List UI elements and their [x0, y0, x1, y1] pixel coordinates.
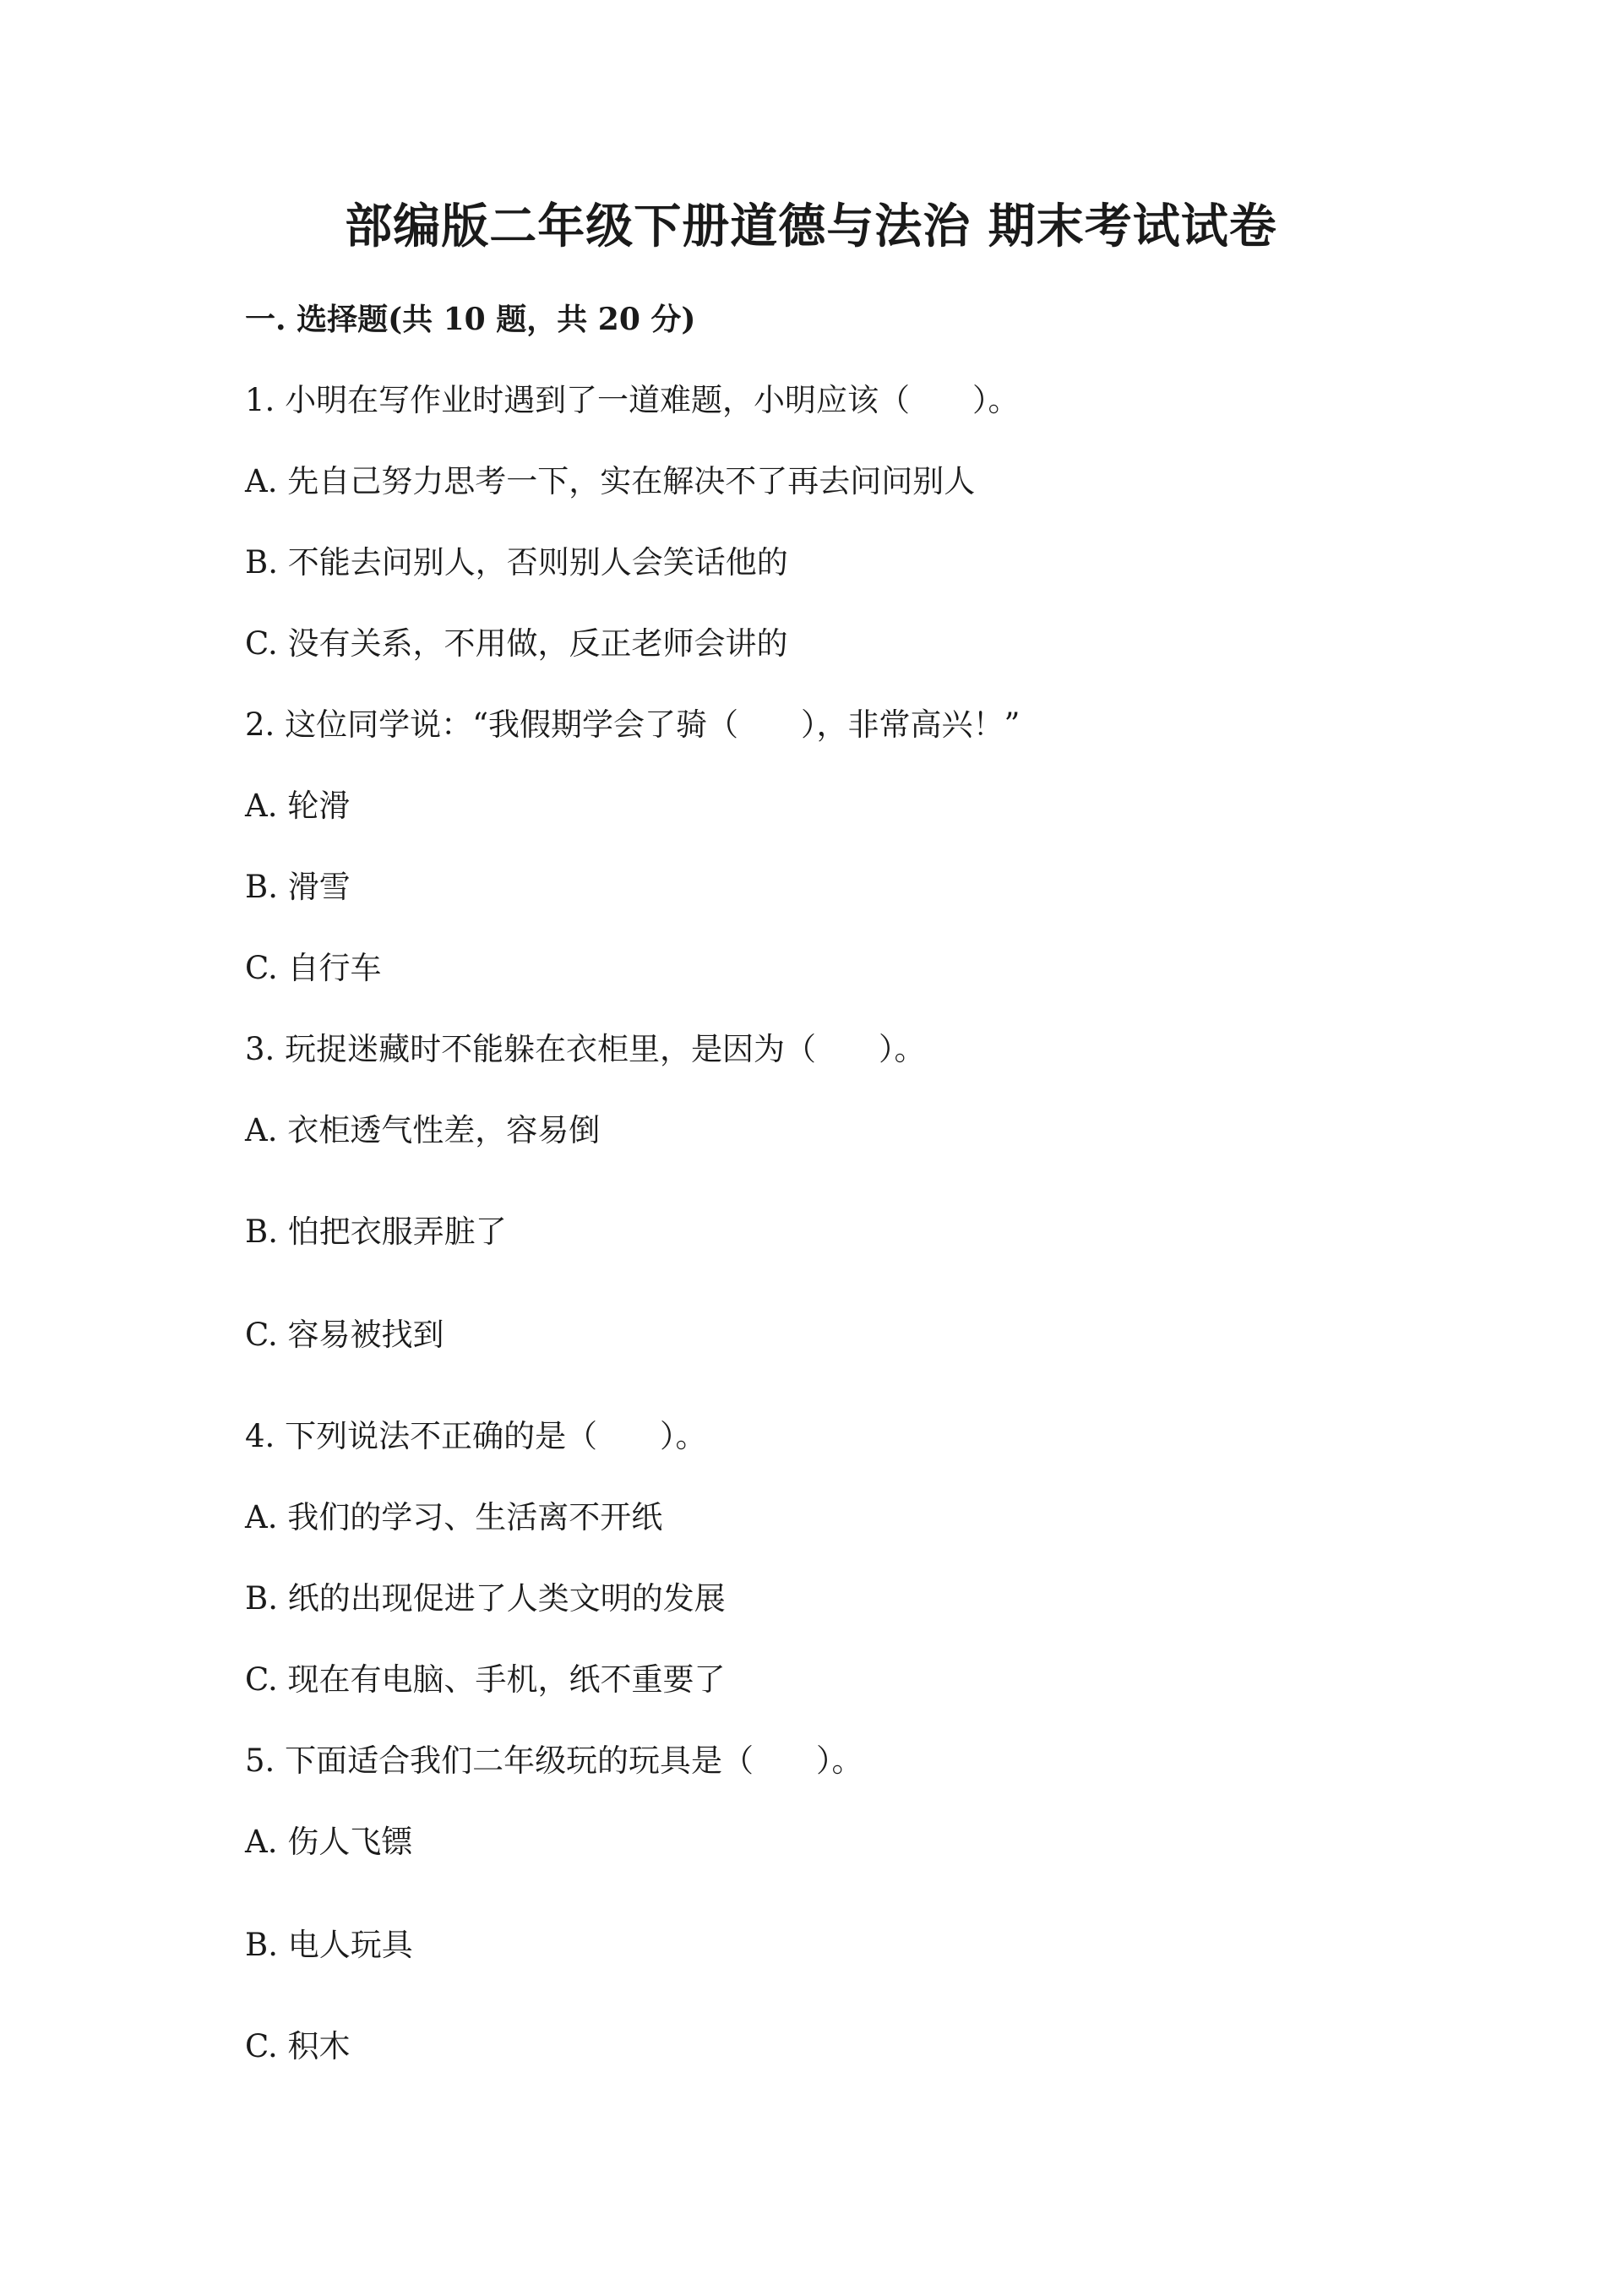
question-2-stem: 2. 这位同学说：“我假期学会了骑（ ），非常高兴！”: [245, 706, 1021, 743]
question-5-option-c: C. 积木: [245, 2028, 351, 2064]
question-2-option-b: B. 滑雪: [245, 869, 351, 905]
page-title: 部编版二年级下册道德与法治 期末考试试卷: [345, 199, 1277, 254]
question-2-option-c: C. 自行车: [245, 950, 382, 986]
question-1-stem: 1. 小明在写作业时遇到了一道难题，小明应该（ ）。: [245, 382, 1020, 418]
question-1-option-c: C. 没有关系，不用做，反正老师会讲的: [245, 625, 788, 662]
question-4-option-b: B. 纸的出现促进了人类文明的发展: [245, 1580, 726, 1617]
question-4-option-c: C. 现在有电脑、手机，纸不重要了: [245, 1661, 726, 1698]
question-4-option-a: A. 我们的学习、生活离不开纸: [245, 1499, 663, 1535]
question-4-stem: 4. 下列说法不正确的是（ ）。: [245, 1418, 707, 1454]
question-1-option-b: B. 不能去问别人，否则别人会笑话他的: [245, 544, 788, 581]
question-5-option-a: A. 伤人飞镖: [245, 1824, 413, 1860]
question-3-option-a: A. 衣柜透气性差，容易倒: [245, 1112, 601, 1148]
question-2-option-a: A. 轮滑: [245, 788, 351, 824]
question-3-stem: 3. 玩捉迷藏时不能躲在衣柜里，是因为（ ）。: [245, 1031, 926, 1067]
section-heading: 一. 选择题(共 10 题，共 20 分): [245, 302, 696, 337]
question-3-option-b: B. 怕把衣服弄脏了: [245, 1213, 507, 1250]
question-5-stem: 5. 下面适合我们二年级玩的玩具是（ ）。: [245, 1742, 863, 1779]
question-3-option-c: C. 容易被找到: [245, 1317, 444, 1353]
question-1-option-a: A. 先自己努力思考一下，实在解决不了再去问问别人: [245, 463, 976, 499]
question-5-option-b: B. 电人玩具: [245, 1927, 413, 1963]
